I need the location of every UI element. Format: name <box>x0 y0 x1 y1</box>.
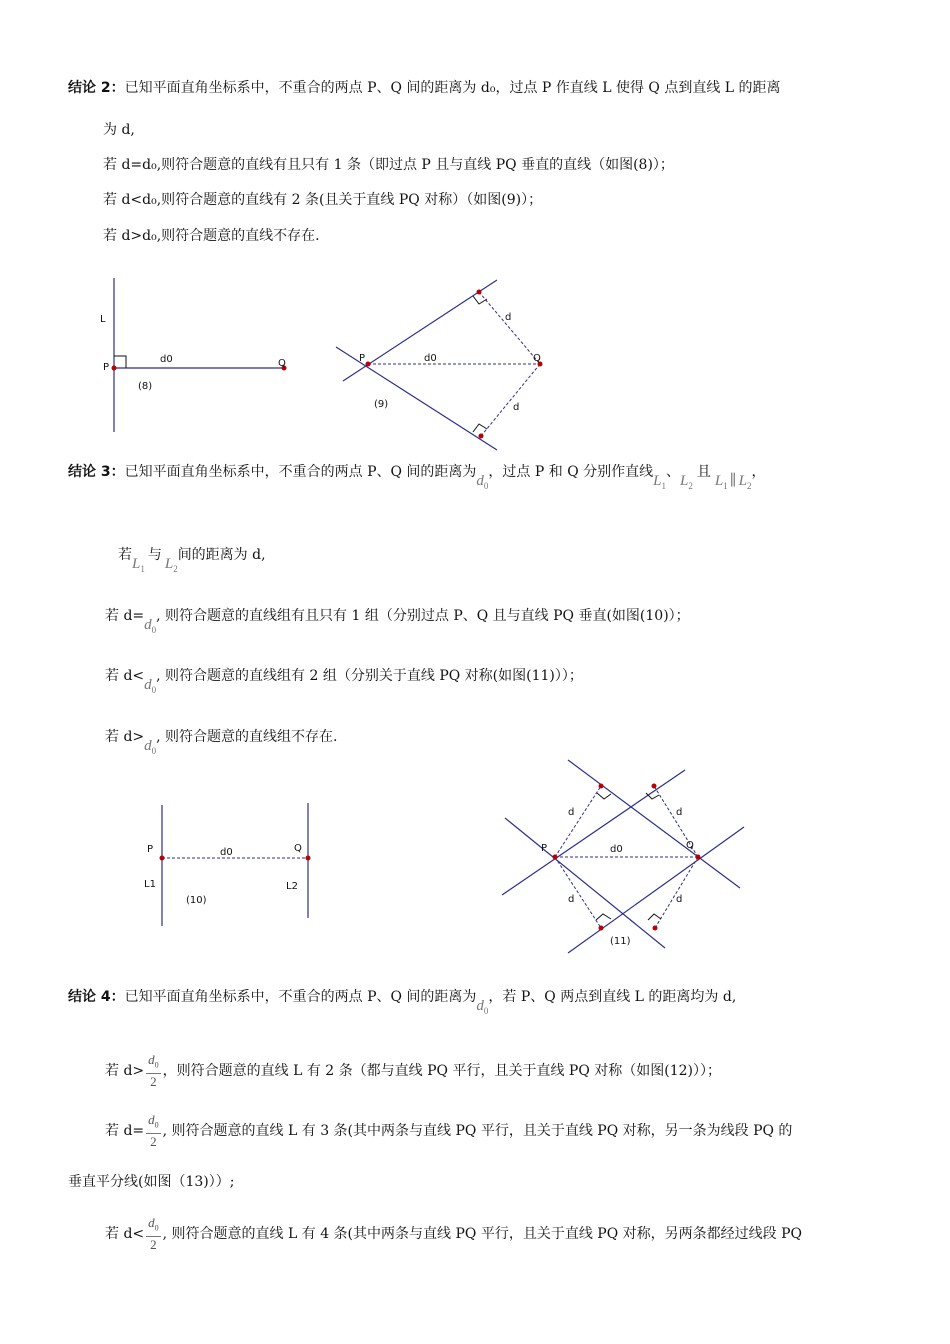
label-d-3: d <box>568 894 575 905</box>
fraction-d0-over-2: $\frac{d_0}{2}$ <box>148 1052 159 1089</box>
conclusion-2-text: 已知平面直角坐标系中，不重合的两点 P、Q 间的距离为 d₀，过点 P 作直线 L 使得 Q 点到直线 L 的距离 <box>124 80 781 96</box>
point-P <box>112 366 117 371</box>
label-d-4: d <box>676 894 683 905</box>
figure-11 <box>502 760 744 953</box>
label-P: P <box>359 353 366 364</box>
label-L: L <box>100 314 106 325</box>
figure-9 <box>336 280 543 450</box>
conclusion-4-line-1: 结论 4：已知平面直角坐标系中，不重合的两点 P、Q 间的距离为$d_0$，若 P、Q 两点到直线 L 的距离均为 d, <box>68 989 737 1016</box>
label-d0: d0 <box>160 354 173 365</box>
right-angle-mark-upper <box>473 296 487 304</box>
perp-upper <box>479 292 540 364</box>
conclusion-3-text-b: ，过点 P 和 Q 分别作直线 <box>488 464 654 480</box>
figure-10 <box>144 803 311 926</box>
conclusion-2-case-greater: 若 d>d₀,则符合题意的直线不存在. <box>103 228 320 244</box>
caption-10: (10) <box>186 895 207 906</box>
figure-8 <box>100 278 287 432</box>
conclusion-2-case-less: 若 d<d₀,则符合题意的直线有 2 条(且关于直线 PQ 对称）（如图(9)）； <box>103 192 543 208</box>
label-L1: L1 <box>144 879 156 890</box>
foot-3 <box>599 926 604 931</box>
point-Q <box>306 856 311 861</box>
math-d0: $d_0$ <box>476 998 489 1016</box>
point-P <box>366 362 371 367</box>
label-d-2: d <box>676 807 683 818</box>
perp-3 <box>555 857 601 928</box>
point-P <box>160 856 165 861</box>
label-d-1: d <box>568 807 575 818</box>
conclusion-3-case-less: 若 $d<d_0$, 则符合题意的直线组有 2 组（分别关于直线 PQ 对称(如图(11)））； <box>105 668 583 695</box>
label-Q: Q <box>533 353 541 364</box>
foot-upper <box>477 290 482 295</box>
conclusion-2-line-2: 为 d, <box>103 122 135 138</box>
conclusion-4-case-equal: 若 d= $\frac{d_0}{2}$ , 则符合题意的直线 L 有 3 条(其中两条与直线 PQ 平行，且关于直线 PQ 对称，另一条为线段 PQ 的 <box>105 1112 793 1149</box>
math-L2: $L_2$ <box>679 473 693 491</box>
foot-1 <box>599 784 604 789</box>
right-angle-4 <box>648 914 661 920</box>
caption-9: (9) <box>374 399 389 410</box>
label-L2: L2 <box>286 881 298 892</box>
math-d0-greater: $d_0$ <box>144 738 157 756</box>
conclusion-4-case-less: 若 d< $\frac{d_0}{2}$ , 则符合题意的直线 L 有 4 条(其中两条与直线 PQ 平行，且关于直线 PQ 对称，另两条都经过线段 PQ <box>105 1215 802 1252</box>
conclusion-3-text-a: 已知平面直角坐标系中，不重合的两点 P、Q 间的距离为 <box>124 464 477 480</box>
math-d0-less: $d_0$ <box>144 677 157 695</box>
caption-8: (8) <box>138 381 153 392</box>
line-through-Q-up <box>568 760 740 888</box>
fraction-d0-over-2-c: $\frac{d_0}{2}$ <box>148 1215 159 1252</box>
math-L1: $L_1$ <box>653 473 666 491</box>
foot-2 <box>652 784 657 789</box>
conclusion-2-case-equal: 若 d=d₀,则符合题意的直线有且只有 1 条（即过点 P 且与直线 PQ 垂直的直线（如图(8)）； <box>103 157 674 173</box>
right-angle-mark <box>114 356 126 368</box>
line-through-P-down <box>505 818 665 948</box>
conclusion-4-heading: 结论 4： <box>68 989 125 1005</box>
math-L2-c: $L_2$ <box>164 556 178 574</box>
foot-4 <box>653 926 658 931</box>
line-through-P-up <box>502 770 685 895</box>
conclusion-3-case-equal: 若 $d=d_0$, 则符合题意的直线组有且只有 1 组（分别过点 P、Q 且与直线 PQ 垂直(如图(10)）； <box>105 608 690 635</box>
label-P: P <box>541 843 548 854</box>
math-d0: $d_0$ <box>476 473 489 491</box>
point-Q <box>696 855 701 860</box>
conclusion-2-heading: 结论 2： <box>68 80 125 96</box>
conclusion-4-case-equal-cont: 垂直平分线(如图（13)））; <box>68 1174 235 1190</box>
label-Q: Q <box>294 843 302 854</box>
conclusion-3-line-1: 结论 3：已知平面直角坐标系中，不重合的两点 P、Q 间的距离为$d_0$，过点 P 和 Q 分别作直线$L_1$、$L_2$且$L_1$ ∥ $L_2$， <box>68 464 766 491</box>
math-L1-c: $L_1$ <box>132 556 145 574</box>
fraction-d0-over-2-b: $\frac{d_0}{2}$ <box>148 1112 159 1149</box>
perp-lower <box>481 364 540 436</box>
label-P: P <box>147 844 154 855</box>
perp-1 <box>555 786 601 857</box>
label-Q: Q <box>686 840 694 851</box>
conclusion-3-line-2: 若$L_1$与$L_2$间的距离为 d, <box>118 547 266 574</box>
perp-4 <box>655 857 698 928</box>
math-L1-b: $L_1$ <box>714 473 728 491</box>
label-P: P <box>103 362 110 373</box>
foot-lower <box>479 434 484 439</box>
label-d-upper: d <box>505 312 512 323</box>
label-d0: d0 <box>220 847 233 858</box>
right-angle-1 <box>597 793 611 799</box>
conclusion-4-case-greater: 若 d> $\frac{d_0}{2}$ ，则符合题意的直线 L 有 2 条（都与直线 PQ 平行，且关于直线 PQ 对称（如图(12)））； <box>105 1052 721 1089</box>
right-angle-3 <box>596 914 611 920</box>
point-P <box>553 855 558 860</box>
math-d0-equal: $d_0$ <box>144 617 157 635</box>
label-Q: Q <box>278 358 286 369</box>
label-d-lower: d <box>513 402 520 413</box>
caption-11: (11) <box>610 936 631 947</box>
conclusion-3-case-greater: 若 $d>d_0$, 则符合题意的直线组不存在. <box>105 729 338 756</box>
label-d0: d0 <box>424 353 437 364</box>
label-d0: d0 <box>610 844 623 855</box>
math-L2-b: $L_2$ <box>738 473 752 491</box>
conclusion-3-heading: 结论 3： <box>68 464 125 480</box>
